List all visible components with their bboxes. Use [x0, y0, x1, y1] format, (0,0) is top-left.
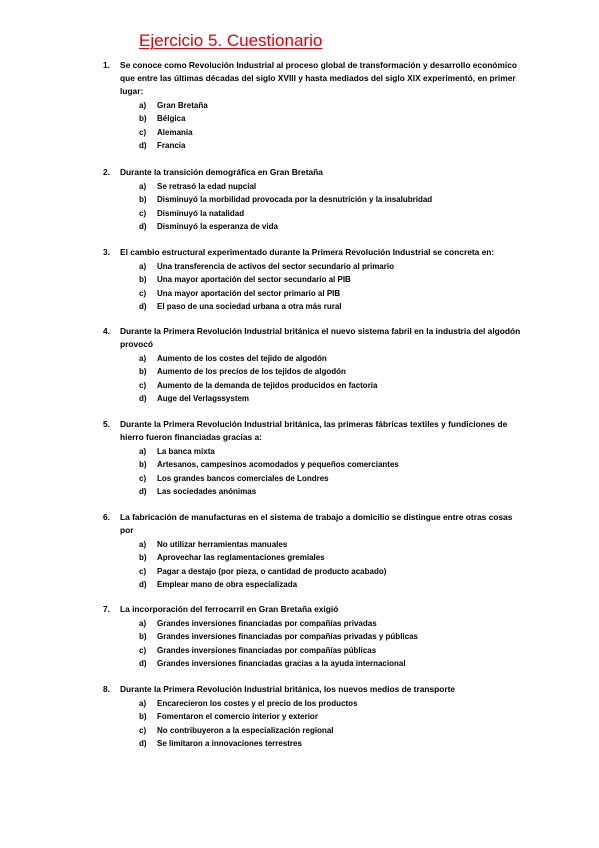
- option-letter: d): [139, 579, 147, 589]
- option-c: [139, 565, 523, 578]
- option-letter: a): [139, 262, 147, 271]
- options-list: [139, 445, 523, 498]
- option-b: [139, 365, 523, 378]
- question-text: La fabricación de manufacturas en el sistema de trabajo a domicilio se distingue entre otras cosas por: [120, 512, 513, 535]
- option-text: Grandes inversiones financiadas por compañías públicas: [157, 645, 377, 655]
- option-text: Una transferencia de activos del sector secundario al primario: [157, 262, 394, 271]
- option-text: Alemania: [157, 127, 193, 137]
- question-number: 2.: [103, 167, 110, 177]
- option-b: [139, 551, 523, 564]
- option-text: Se limitaron a innovaciones terrestres: [157, 738, 302, 748]
- question-text: Durante la Primera Revolución Industrial británica el nuevo sistema fabril en la industria del algodón provocó: [120, 326, 521, 349]
- question-text: Durante la transición demográfica en Gran Bretaña: [120, 167, 323, 177]
- question-text: Durante la Primera Revolución Industrial británica, las primeras fábricas textiles y fundiciones de hierro fueron financiadas gracias a:: [120, 419, 508, 442]
- question-row: [103, 166, 523, 179]
- question-number: 1.: [103, 60, 110, 70]
- option-text: Aprovechar las reglamentaciones gremiales: [157, 553, 325, 563]
- question-1: [103, 59, 523, 152]
- options-list: [139, 99, 523, 152]
- question-4: [103, 325, 523, 405]
- option-letter: d): [139, 658, 147, 668]
- option-a: [139, 352, 523, 365]
- option-a: [139, 180, 523, 193]
- options-list: [139, 538, 523, 591]
- option-d: [139, 737, 523, 750]
- question-5: [103, 418, 523, 498]
- option-text: Auge del Verlagssystem: [157, 393, 250, 403]
- option-letter: c): [139, 645, 147, 655]
- option-letter: a): [139, 447, 147, 456]
- question-number: 7.: [103, 604, 110, 614]
- question-number: 5.: [103, 419, 110, 429]
- option-letter: b): [139, 632, 147, 642]
- option-letter: c): [139, 208, 147, 218]
- option-letter: a): [139, 354, 147, 363]
- option-text: Aumento de los precios de los tejidos de algodón: [157, 367, 346, 377]
- option-c: [139, 472, 523, 485]
- option-c: [139, 379, 523, 392]
- question-7: [103, 603, 523, 670]
- option-letter: b): [139, 367, 147, 377]
- option-b: [139, 630, 523, 643]
- option-a: [139, 445, 523, 458]
- option-text: Francia: [157, 140, 186, 150]
- option-text: Aumento de la demanda de tejidos producidos en factoría: [157, 380, 378, 390]
- option-letter: d): [139, 738, 147, 748]
- options-list: [139, 260, 523, 313]
- option-letter: c): [139, 566, 147, 576]
- question-row: [103, 246, 523, 259]
- option-text: Emplear mano de obra especializada: [157, 579, 298, 589]
- option-c: [139, 724, 523, 737]
- option-text: Disminuyó la esperanza de vida: [157, 221, 278, 231]
- option-text: Fomentaron el comercio interior y exterior: [157, 712, 318, 722]
- option-text: Una mayor aportación del sector primario al PIB: [157, 288, 341, 298]
- option-letter: d): [139, 221, 147, 231]
- option-letter: d): [139, 393, 147, 403]
- option-text: Grandes inversiones financiadas por compañías privadas y públicas: [157, 632, 418, 642]
- option-letter: c): [139, 725, 147, 735]
- option-b: [139, 458, 523, 471]
- option-letter: a): [139, 699, 147, 708]
- option-letter: b): [139, 275, 147, 285]
- question-3: [103, 246, 523, 313]
- option-letter: b): [139, 195, 147, 205]
- option-b: [139, 710, 523, 723]
- option-text: No utilizar herramientas manuales: [157, 540, 288, 549]
- option-c: [139, 126, 523, 139]
- question-text: La incorporación del ferrocarril en Gran Bretaña exigió: [120, 604, 339, 614]
- option-letter: b): [139, 114, 147, 124]
- question-2: [103, 166, 523, 233]
- option-d: [139, 578, 523, 591]
- question-number: 6.: [103, 512, 110, 522]
- options-list: [139, 617, 523, 670]
- question-text: Se conoce como Revolución Industrial al proceso global de transformación y desarrollo económico que entre las últimas décadas del siglo XVIII y hasta mediados del siglo XIX experimentó, en primer lugar:: [120, 60, 517, 96]
- option-text: Gran Bretaña: [157, 101, 208, 110]
- option-d: [139, 220, 523, 233]
- question-number: 8.: [103, 684, 110, 694]
- option-d: [139, 657, 523, 670]
- option-text: El paso de una sociedad urbana a otra más rural: [157, 301, 342, 311]
- option-letter: d): [139, 140, 147, 150]
- option-text: Bélgica: [157, 114, 186, 124]
- option-text: Disminuyó la morbilidad provocada por la desnutrición y la insalubridad: [157, 195, 433, 205]
- question-row: [103, 603, 523, 616]
- option-c: [139, 207, 523, 220]
- option-text: Se retrasó la edad nupcial: [157, 182, 257, 191]
- question-text: El cambio estructural experimentado durante la Primera Revolución Industrial se concreta en:: [120, 247, 495, 257]
- option-letter: a): [139, 540, 147, 549]
- option-d: [139, 485, 523, 498]
- options-list: [139, 697, 523, 750]
- option-text: La banca mixta: [157, 447, 215, 456]
- option-letter: c): [139, 380, 147, 390]
- option-text: Disminuyó la natalidad: [157, 208, 245, 218]
- option-d: [139, 392, 523, 405]
- option-a: [139, 260, 523, 273]
- option-c: [139, 644, 523, 657]
- option-letter: d): [139, 486, 147, 496]
- question-text: Durante la Primera Revolución Industrial británica, los nuevos medios de transporte: [120, 684, 456, 694]
- option-letter: a): [139, 182, 147, 191]
- option-letter: b): [139, 553, 147, 563]
- option-text: Pagar a destajo (por pieza, o cantidad de producto acabado): [157, 566, 387, 576]
- question-6: [103, 511, 523, 591]
- option-a: [139, 99, 523, 112]
- option-b: [139, 273, 523, 286]
- option-b: [139, 112, 523, 125]
- option-a: [139, 697, 523, 710]
- option-letter: a): [139, 101, 147, 110]
- question-row: [103, 418, 523, 444]
- option-text: Una mayor aportación del sector secundario al PIB: [157, 275, 351, 285]
- question-row: [103, 59, 523, 98]
- option-text: Grandes inversiones financiadas por compañías privadas: [157, 619, 377, 628]
- options-list: [139, 352, 523, 405]
- question-number: 4.: [103, 326, 110, 336]
- option-letter: b): [139, 712, 147, 722]
- option-text: Encarecieron los costes y el precio de los productos: [157, 699, 358, 708]
- option-d: [139, 139, 523, 152]
- option-letter: a): [139, 619, 147, 628]
- option-text: No contribuyeron a la especialización regional: [157, 725, 334, 735]
- option-b: [139, 193, 523, 206]
- option-text: Aumento de los costes del tejido de algodón: [157, 354, 327, 363]
- question-row: [103, 683, 523, 696]
- option-letter: c): [139, 473, 147, 483]
- option-c: [139, 287, 523, 300]
- page-title: Ejercicio 5. Cuestionario: [139, 31, 323, 50]
- option-text: Los grandes bancos comerciales de Londres: [157, 473, 329, 483]
- option-d: [139, 300, 523, 313]
- option-letter: d): [139, 301, 147, 311]
- option-letter: c): [139, 127, 147, 137]
- option-a: [139, 538, 523, 551]
- option-letter: c): [139, 288, 147, 298]
- option-text: Las sociedades anónimas: [157, 486, 257, 496]
- option-text: Grandes inversiones financiadas gracias a la ayuda internacional: [157, 658, 406, 668]
- question-number: 3.: [103, 247, 110, 257]
- option-text: Artesanos, campesinos acomodados y pequeños comerciantes: [157, 460, 399, 470]
- question-row: [103, 511, 523, 537]
- options-list: [139, 180, 523, 233]
- option-letter: b): [139, 460, 147, 470]
- option-a: [139, 617, 523, 630]
- question-8: [103, 683, 523, 750]
- question-row: [103, 325, 523, 351]
